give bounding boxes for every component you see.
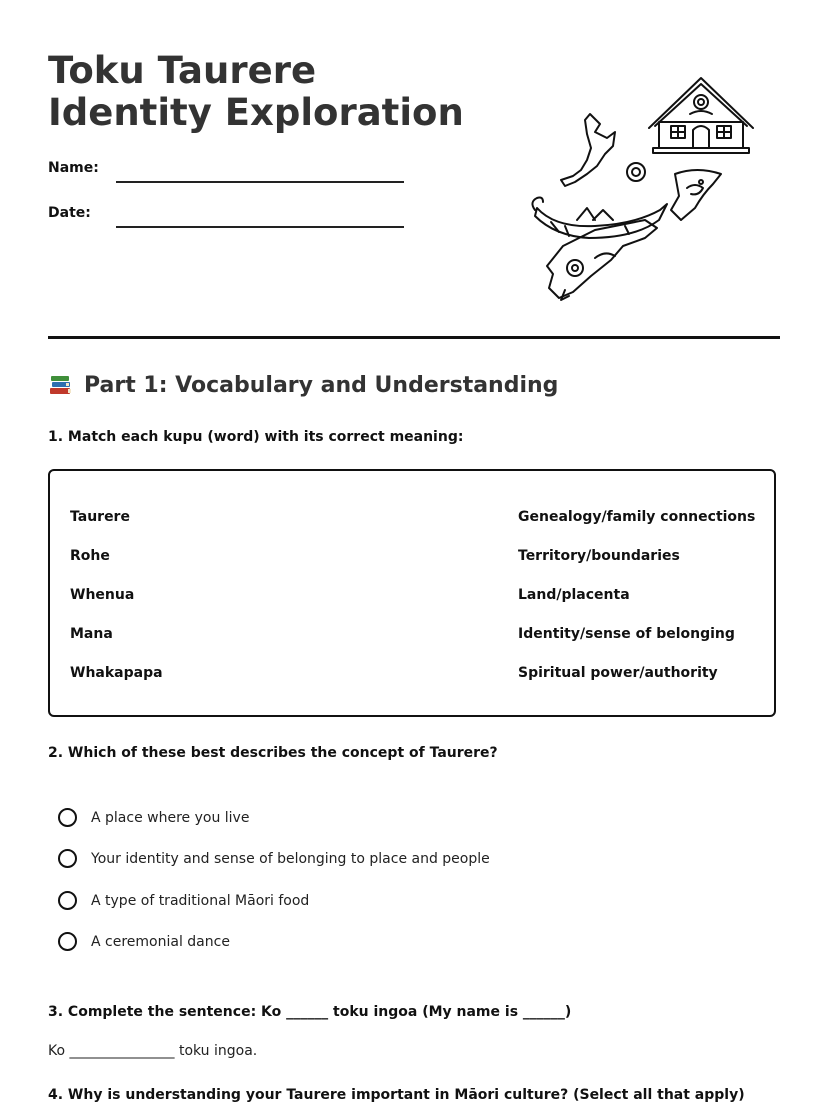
date-label: Date:	[48, 205, 91, 221]
question-3-answer-line[interactable]: Ko _______________ toku ingoa.	[48, 1043, 258, 1059]
match-meaning[interactable]: Land/placenta	[518, 587, 630, 603]
name-label: Name:	[48, 160, 99, 176]
match-word[interactable]: Mana	[70, 626, 113, 642]
q2-option-label: A ceremonial dance	[91, 933, 230, 950]
date-field[interactable]	[116, 226, 404, 228]
q2-option-label: Your identity and sense of belonging to place and people	[91, 850, 490, 867]
question-3-prompt: 3. Complete the sentence: Ko ______ toku ingoa (My name is ______)	[48, 1004, 572, 1020]
match-word[interactable]: Whakapapa	[70, 665, 163, 681]
part1-heading	[48, 372, 558, 398]
match-word[interactable]: Rohe	[70, 548, 110, 564]
q2-option[interactable]	[58, 808, 249, 827]
match-word[interactable]: Whenua	[70, 587, 135, 603]
books-icon	[48, 372, 74, 398]
radio-button[interactable]	[58, 808, 77, 827]
part1-heading-text: Part 1: Vocabulary and Understanding	[84, 372, 559, 398]
meeting-house-and-waka-map-illustration	[525, 70, 765, 305]
radio-button[interactable]	[58, 849, 77, 868]
match-meaning[interactable]: Genealogy/family connections	[518, 509, 756, 525]
section-divider	[48, 336, 780, 339]
name-field[interactable]	[116, 181, 404, 183]
match-meaning[interactable]: Spiritual power/authority	[518, 665, 718, 681]
q2-option[interactable]	[58, 891, 309, 910]
match-meaning[interactable]: Identity/sense of belonging	[518, 626, 735, 642]
question-2-prompt: 2. Which of these best describes the concept of Taurere?	[48, 745, 498, 761]
matching-box	[48, 469, 776, 717]
match-meaning[interactable]: Territory/boundaries	[518, 548, 680, 564]
question-1-prompt: 1. Match each kupu (word) with its correct meaning:	[48, 429, 464, 445]
q2-option[interactable]	[58, 932, 230, 951]
q2-option[interactable]	[58, 849, 490, 868]
match-word[interactable]: Taurere	[70, 509, 130, 525]
q2-option-label: A place where you live	[91, 809, 250, 826]
question-4-prompt: 4. Why is understanding your Taurere important in Māori culture? (Select all that apply)	[48, 1087, 745, 1103]
q2-option-label: A type of traditional Māori food	[91, 892, 310, 909]
page-title: Toku Taurere Identity Exploration	[48, 49, 464, 134]
radio-button[interactable]	[58, 891, 77, 910]
radio-button[interactable]	[58, 932, 77, 951]
